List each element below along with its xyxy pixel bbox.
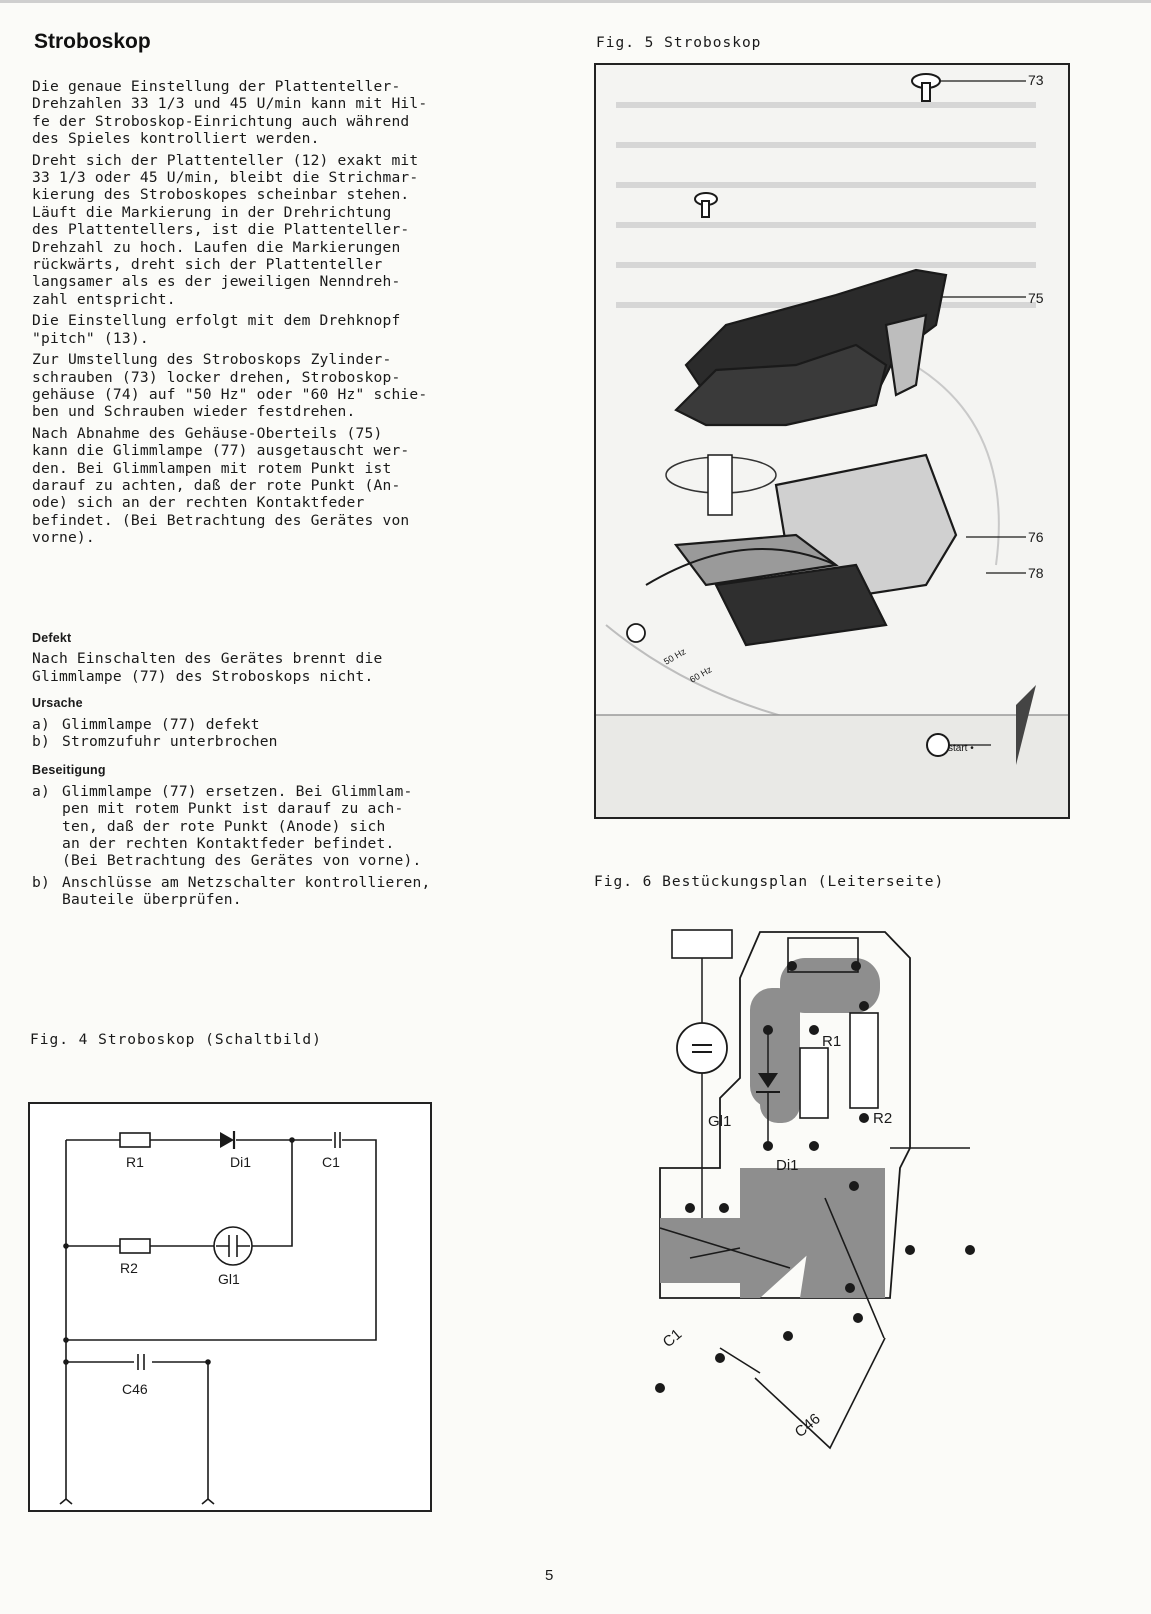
intro-paragraph-2: Dreht sich der Plattenteller (12) exakt mit 33 1/3 oder 45 U/min, bleibt die Strichmar- kierung des Stroboskopes scheinbar stehen. Läuft die Markierung in der Drehrichtung des Plattentellers, ist die Plattenteller- Drehzahl zu hoch. Laufen die Markierungen rückwärts, dreht sich der Plattenteller langsamer als es der jeweiligen Nenndreh- zahl entspricht. (32, 151, 419, 308)
list-text: Stromzufuhr unterbrochen (62, 733, 278, 751)
label-50hz: 50 Hz (662, 646, 688, 667)
label-60hz: 60 Hz (688, 664, 714, 685)
di1-label: Di1 (776, 1157, 799, 1174)
gl1-label: Gl1 (708, 1113, 732, 1130)
c46-label: C46 (791, 1410, 824, 1442)
list-label: a) (32, 715, 50, 733)
page-title: Stroboskop (34, 30, 151, 53)
ursache-list (32, 716, 532, 751)
label-start: start • (948, 743, 974, 754)
callout-73: 73 (1028, 72, 1044, 88)
r1-label: R1 (822, 1033, 842, 1050)
list-item (32, 733, 532, 750)
schematic-drawing (30, 1104, 430, 1510)
gl1-label: Gl1 (218, 1271, 240, 1287)
fig5-caption: Fig. 5 Stroboskop (596, 35, 762, 51)
list-label: b) (32, 873, 50, 891)
fig4-caption: Fig. 4 Stroboskop (Schaltbild) (30, 1032, 322, 1048)
list-label: b) (32, 733, 50, 751)
r2-label: R2 (873, 1110, 893, 1127)
intro-paragraph-3: Die Einstellung erfolgt mit dem Drehknopf "pitch" (13). (32, 312, 401, 347)
fig6-caption: Fig. 6 Bestückungsplan (Leiterseite) (594, 874, 945, 890)
intro-text (32, 78, 532, 551)
c1-label: C1 (659, 1325, 686, 1352)
list-item (32, 783, 532, 870)
beseitigung-list (32, 783, 532, 909)
intro-paragraph-1: Die genaue Einstellung der Plattenteller- Drehzahlen 33 1/3 und 45 U/min kann mit Hil- fe der Stroboskop-Einrichtung auch während des Spieles kontrolliert werden. (32, 78, 428, 148)
beseitigung-heading: Beseitigung (32, 763, 106, 778)
r2-resistor (120, 1239, 150, 1253)
c1-label: C1 (322, 1154, 340, 1170)
fig5-illustration (594, 63, 1070, 819)
callout-78: 78 (1028, 565, 1044, 581)
r1-resistor (800, 1048, 828, 1118)
troubleshooting (32, 630, 532, 915)
callout-76: 76 (1028, 529, 1044, 545)
list-label: a) (32, 782, 50, 800)
fig6-pcb-layout (640, 918, 1110, 1518)
defekt-heading: Defekt (32, 631, 72, 645)
intro-paragraph-4: Zur Umstellung des Stroboskops Zylinder- schrauben (73) locker drehen, Stroboskop- gehäuse (74) auf "50 Hz" oder "60 Hz" schie- ben und Schrauben wieder festdrehen. (32, 351, 428, 421)
c46-label: C46 (122, 1381, 148, 1397)
gl1-lamp (677, 1023, 727, 1073)
r1-label: R1 (126, 1154, 144, 1170)
list-item (32, 874, 532, 909)
list-text: Glimmlampe (77) ersetzen. Bei Glimmlam- pen mit rotem Punkt ist darauf zu ach- ten, daß der rote Punkt (Anode) sich an der rechten Kontaktfeder befindet. (Bei Betrachtung des Gerätes von vorne). (62, 782, 422, 870)
page-number: 5 (545, 1567, 554, 1584)
r2-resistor (850, 1013, 878, 1108)
top-rule (0, 0, 1151, 3)
defekt-text: Nach Einschalten des Gerätes brennt die Glimmlampe (77) des Stroboskops nicht. (32, 650, 383, 685)
di1-diode (220, 1132, 234, 1148)
callout-75: 75 (1028, 290, 1044, 306)
r1-resistor (120, 1133, 150, 1147)
stroboscope-drawing (596, 65, 1068, 817)
list-text: Glimmlampe (77) defekt (62, 715, 260, 733)
list-item (32, 716, 532, 733)
r2-label: R2 (120, 1260, 138, 1276)
list-text: Anschlüsse am Netzschalter kontrollieren, Bauteile überprüfen. (62, 873, 431, 909)
di1-label: Di1 (230, 1154, 252, 1170)
intro-paragraph-5: Nach Abnahme des Gehäuse-Oberteils (75) kann die Glimmlampe (77) ausgetauscht wer- den. Bei Glimmlampen mit rotem Punkt ist darauf zu achten, daß der rote Punkt (An- ode) sich an der rechten Kontaktfeder befindet. (Bei Betrachtung des Gerätes von vorne). (32, 424, 410, 547)
ursache-heading: Ursache (32, 696, 83, 711)
fig4-schematic (28, 1102, 432, 1512)
